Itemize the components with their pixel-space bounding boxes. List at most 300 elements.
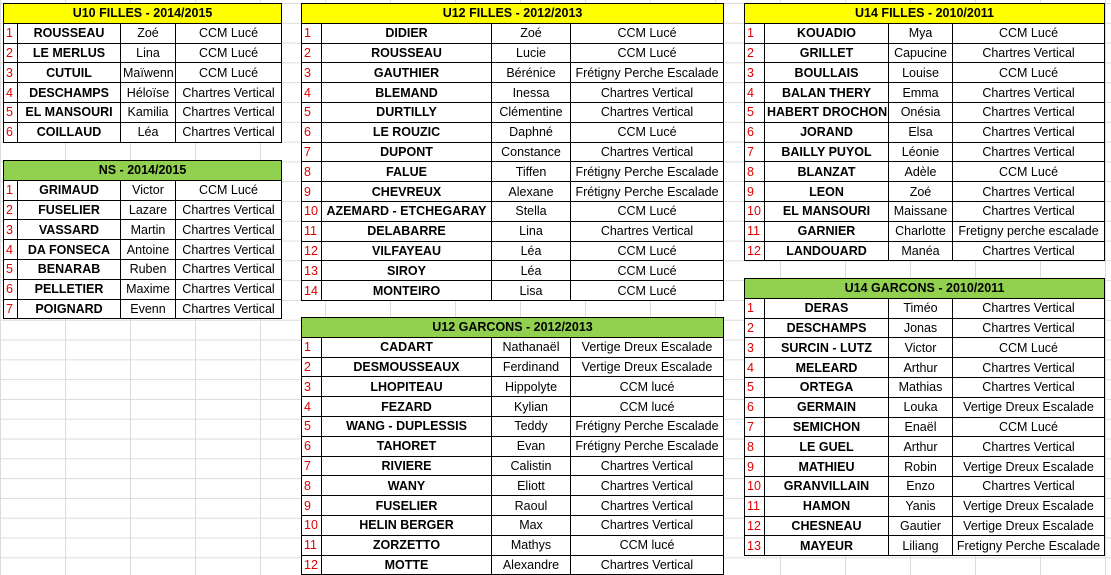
- lastname-cell[interactable]: DUPONT: [322, 142, 492, 162]
- lastname-cell[interactable]: FEZARD: [322, 397, 492, 417]
- club-cell[interactable]: Chartres Vertical: [953, 201, 1105, 221]
- firstname-cell[interactable]: Ferdinand: [492, 357, 571, 377]
- table-header-row: [4, 4, 282, 24]
- rank-cell[interactable]: 4: [302, 397, 322, 417]
- club-cell[interactable]: Chartres Vertical: [953, 377, 1105, 397]
- table-header-row: [4, 161, 282, 181]
- firstname-cell[interactable]: Zoé: [121, 23, 176, 43]
- firstname-cell[interactable]: Constance: [492, 142, 571, 162]
- club-cell[interactable]: Chartres Vertical: [953, 43, 1105, 63]
- firstname-cell[interactable]: Lisa: [492, 281, 571, 301]
- rank-cell[interactable]: 2: [302, 43, 322, 63]
- table-row: [745, 437, 1105, 457]
- club-cell[interactable]: CCM Lucé: [571, 43, 724, 63]
- rank-cell[interactable]: 11: [302, 535, 322, 555]
- rank-cell[interactable]: 12: [745, 516, 765, 536]
- club-cell[interactable]: Fretigny Perche Escalade: [953, 536, 1105, 556]
- lastname-cell[interactable]: EL MANSOURI: [765, 201, 889, 221]
- lastname-cell[interactable]: POIGNARD: [18, 299, 121, 319]
- rank-cell[interactable]: 1: [302, 23, 322, 43]
- lastname-cell[interactable]: LE MERLUS: [18, 43, 121, 63]
- firstname-cell[interactable]: Calistin: [492, 456, 571, 476]
- firstname-cell[interactable]: Victor: [889, 338, 953, 358]
- firstname-cell[interactable]: Enaël: [889, 417, 953, 437]
- firstname-cell[interactable]: Elsa: [889, 122, 953, 142]
- lastname-cell[interactable]: BLANZAT: [765, 162, 889, 182]
- lastname-cell[interactable]: DESMOUSSEAUX: [322, 357, 492, 377]
- rank-cell[interactable]: 8: [302, 162, 322, 182]
- rank-cell[interactable]: 7: [745, 142, 765, 162]
- lastname-cell[interactable]: DESCHAMPS: [18, 83, 121, 103]
- rank-cell[interactable]: 6: [4, 122, 18, 142]
- rank-cell[interactable]: 9: [302, 496, 322, 516]
- club-cell[interactable]: Chartres Vertical: [953, 318, 1105, 338]
- club-cell[interactable]: Chartres Vertical: [571, 456, 724, 476]
- rank-cell[interactable]: 6: [4, 279, 18, 299]
- lastname-cell[interactable]: AZEMARD - ETCHEGARAY: [322, 201, 492, 221]
- lastname-cell[interactable]: DERAS: [765, 298, 889, 318]
- rank-cell[interactable]: 8: [745, 162, 765, 182]
- firstname-cell[interactable]: Raoul: [492, 496, 571, 516]
- club-cell[interactable]: CCM Lucé: [953, 417, 1105, 437]
- club-cell[interactable]: Chartres Vertical: [571, 515, 724, 535]
- firstname-cell[interactable]: Lina: [121, 43, 176, 63]
- club-cell[interactable]: Fretigny perche escalade: [953, 221, 1105, 241]
- club-cell[interactable]: Chartres Vertical: [571, 102, 724, 122]
- firstname-cell[interactable]: Charlotte: [889, 221, 953, 241]
- club-cell[interactable]: CCM lucé: [571, 535, 724, 555]
- lastname-cell[interactable]: ORTEGA: [765, 377, 889, 397]
- table-row: [302, 496, 724, 516]
- club-cell[interactable]: Chartres Vertical: [176, 240, 282, 260]
- firstname-cell[interactable]: Kylian: [492, 397, 571, 417]
- table-row: [302, 102, 724, 122]
- table-row: [745, 83, 1105, 103]
- rank-cell[interactable]: 1: [745, 23, 765, 43]
- club-cell[interactable]: Frétigny Perche Escalade: [571, 436, 724, 456]
- firstname-cell[interactable]: Zoé: [889, 182, 953, 202]
- table-title[interactable]: U12 GARCONS - 2012/2013: [302, 318, 724, 338]
- club-cell[interactable]: CCM Lucé: [953, 23, 1105, 43]
- table-row: [302, 83, 724, 103]
- lastname-cell[interactable]: RIVIERE: [322, 456, 492, 476]
- u10-garcons-table: [3, 160, 282, 319]
- table-title[interactable]: NS - 2014/2015: [4, 161, 282, 181]
- lastname-cell[interactable]: SEMICHON: [765, 417, 889, 437]
- club-cell[interactable]: Chartres Vertical: [953, 122, 1105, 142]
- u12-filles-table: [301, 3, 724, 301]
- lastname-cell[interactable]: DURTILLY: [322, 102, 492, 122]
- club-cell[interactable]: Chartres Vertical: [571, 221, 724, 241]
- rank-cell[interactable]: 4: [4, 83, 18, 103]
- club-cell[interactable]: Frétigny Perche Escalade: [571, 63, 724, 83]
- lastname-cell[interactable]: EL MANSOURI: [18, 102, 121, 122]
- lastname-cell[interactable]: WANY: [322, 476, 492, 496]
- rank-cell[interactable]: 11: [745, 221, 765, 241]
- lastname-cell[interactable]: LE ROUZIC: [322, 122, 492, 142]
- lastname-cell[interactable]: MATHIEU: [765, 457, 889, 477]
- rank-cell[interactable]: 10: [745, 201, 765, 221]
- lastname-cell[interactable]: COILLAUD: [18, 122, 121, 142]
- lastname-cell[interactable]: CHEVREUX: [322, 182, 492, 202]
- club-cell[interactable]: CCM Lucé: [176, 180, 282, 200]
- rank-cell[interactable]: 12: [302, 241, 322, 261]
- lastname-cell[interactable]: LANDOUARD: [765, 241, 889, 261]
- rank-cell[interactable]: 2: [745, 318, 765, 338]
- club-cell[interactable]: CCM Lucé: [953, 162, 1105, 182]
- rank-cell[interactable]: 4: [745, 83, 765, 103]
- rank-cell[interactable]: 1: [745, 298, 765, 318]
- table-row: [745, 162, 1105, 182]
- table-title[interactable]: U10 FILLES - 2014/2015: [4, 4, 282, 24]
- rank-cell[interactable]: 3: [302, 63, 322, 83]
- table-row: [302, 416, 724, 436]
- rank-cell[interactable]: 7: [4, 299, 18, 319]
- firstname-cell[interactable]: Evenn: [121, 299, 176, 319]
- club-cell[interactable]: Chartres Vertical: [953, 437, 1105, 457]
- rank-cell[interactable]: 3: [4, 63, 18, 83]
- firstname-cell[interactable]: Mathys: [492, 535, 571, 555]
- lastname-cell[interactable]: SIROY: [322, 261, 492, 281]
- rank-cell[interactable]: 9: [745, 182, 765, 202]
- table-row: [745, 536, 1105, 556]
- lastname-cell[interactable]: DIDIER: [322, 23, 492, 43]
- club-cell[interactable]: Chartres Vertical: [176, 122, 282, 142]
- rank-cell[interactable]: 4: [302, 83, 322, 103]
- lastname-cell[interactable]: MOTTE: [322, 555, 492, 575]
- club-cell[interactable]: Chartres Vertical: [571, 555, 724, 575]
- rank-cell[interactable]: 12: [302, 555, 322, 575]
- club-cell[interactable]: Chartres Vertical: [176, 102, 282, 122]
- firstname-cell[interactable]: Mya: [889, 23, 953, 43]
- lastname-cell[interactable]: LE GUEL: [765, 437, 889, 457]
- lastname-cell[interactable]: LHOPITEAU: [322, 377, 492, 397]
- lastname-cell[interactable]: MELEARD: [765, 358, 889, 378]
- firstname-cell[interactable]: Alexandre: [492, 555, 571, 575]
- club-cell[interactable]: Chartres Vertical: [571, 83, 724, 103]
- lastname-cell[interactable]: GAUTHIER: [322, 63, 492, 83]
- firstname-cell[interactable]: Tiffen: [492, 162, 571, 182]
- table-row: [302, 122, 724, 142]
- firstname-cell[interactable]: Capucine: [889, 43, 953, 63]
- rank-cell[interactable]: 12: [745, 241, 765, 261]
- table-row: [302, 377, 724, 397]
- rank-cell[interactable]: 2: [4, 43, 18, 63]
- rank-cell[interactable]: 5: [745, 377, 765, 397]
- table-row: [302, 63, 724, 83]
- lastname-cell[interactable]: CUTUIL: [18, 63, 121, 83]
- firstname-cell[interactable]: Enzo: [889, 476, 953, 496]
- firstname-cell[interactable]: Lina: [492, 221, 571, 241]
- table-row: [745, 318, 1105, 338]
- lastname-cell[interactable]: PELLETIER: [18, 279, 121, 299]
- club-cell[interactable]: Vertige Dreux Escalade: [571, 357, 724, 377]
- firstname-cell[interactable]: Clémentine: [492, 102, 571, 122]
- club-cell[interactable]: CCM Lucé: [953, 63, 1105, 83]
- firstname-cell[interactable]: Louka: [889, 397, 953, 417]
- lastname-cell[interactable]: DELABARRE: [322, 221, 492, 241]
- club-cell[interactable]: CCM Lucé: [176, 43, 282, 63]
- rank-cell[interactable]: 3: [745, 338, 765, 358]
- lastname-cell[interactable]: ROUSSEAU: [18, 23, 121, 43]
- firstname-cell[interactable]: Ruben: [121, 259, 176, 279]
- lastname-cell[interactable]: KOUADIO: [765, 23, 889, 43]
- rank-cell[interactable]: 7: [302, 456, 322, 476]
- table-title[interactable]: U14 FILLES - 2010/2011: [745, 4, 1105, 24]
- rank-cell[interactable]: 13: [302, 261, 322, 281]
- club-cell[interactable]: CCM Lucé: [571, 23, 724, 43]
- club-cell[interactable]: Chartres Vertical: [176, 220, 282, 240]
- club-cell[interactable]: CCM Lucé: [571, 241, 724, 261]
- lastname-cell[interactable]: HAMON: [765, 496, 889, 516]
- lastname-cell[interactable]: FUSELIER: [18, 200, 121, 220]
- firstname-cell[interactable]: Arthur: [889, 358, 953, 378]
- club-cell[interactable]: Chartres Vertical: [953, 142, 1105, 162]
- rank-cell[interactable]: 11: [745, 496, 765, 516]
- rank-cell[interactable]: 10: [302, 201, 322, 221]
- lastname-cell[interactable]: CHESNEAU: [765, 516, 889, 536]
- club-cell[interactable]: Vertige Dreux Escalade: [953, 457, 1105, 477]
- lastname-cell[interactable]: WANG - DUPLESSIS: [322, 416, 492, 436]
- club-cell[interactable]: CCM Lucé: [571, 201, 724, 221]
- firstname-cell[interactable]: Lazare: [121, 200, 176, 220]
- firstname-cell[interactable]: Emma: [889, 83, 953, 103]
- lastname-cell[interactable]: TAHORET: [322, 436, 492, 456]
- firstname-cell[interactable]: Léa: [492, 261, 571, 281]
- firstname-cell[interactable]: Robin: [889, 457, 953, 477]
- table-row: [302, 201, 724, 221]
- table-row: [4, 63, 282, 83]
- rank-cell[interactable]: 7: [302, 142, 322, 162]
- table-title[interactable]: U14 GARCONS - 2010/2011: [745, 279, 1105, 299]
- lastname-cell[interactable]: BAILLY PUYOL: [765, 142, 889, 162]
- club-cell[interactable]: CCM Lucé: [176, 63, 282, 83]
- firstname-cell[interactable]: Héloïse: [121, 83, 176, 103]
- club-cell[interactable]: CCM Lucé: [953, 338, 1105, 358]
- lastname-cell[interactable]: DA FONSECA: [18, 240, 121, 260]
- firstname-cell[interactable]: Gautier: [889, 516, 953, 536]
- table-row: [302, 476, 724, 496]
- table-row: [745, 182, 1105, 202]
- firstname-cell[interactable]: Adèle: [889, 162, 953, 182]
- firstname-cell[interactable]: Alexane: [492, 182, 571, 202]
- firstname-cell[interactable]: Jonas: [889, 318, 953, 338]
- lastname-cell[interactable]: FUSELIER: [322, 496, 492, 516]
- club-cell[interactable]: Frétigny Perche Escalade: [571, 182, 724, 202]
- rank-cell[interactable]: 13: [745, 536, 765, 556]
- lastname-cell[interactable]: GRILLET: [765, 43, 889, 63]
- firstname-cell[interactable]: Teddy: [492, 416, 571, 436]
- rank-cell[interactable]: 4: [745, 358, 765, 378]
- club-cell[interactable]: Chartres Vertical: [176, 200, 282, 220]
- table-row: [302, 241, 724, 261]
- rank-cell[interactable]: 6: [745, 397, 765, 417]
- firstname-cell[interactable]: Eliott: [492, 476, 571, 496]
- firstname-cell[interactable]: Mathias: [889, 377, 953, 397]
- rank-cell[interactable]: 5: [302, 102, 322, 122]
- rank-cell[interactable]: 3: [4, 220, 18, 240]
- firstname-cell[interactable]: Nathanaël: [492, 337, 571, 357]
- lastname-cell[interactable]: VILFAYEAU: [322, 241, 492, 261]
- club-cell[interactable]: Chartres Vertical: [953, 298, 1105, 318]
- firstname-cell[interactable]: Manéa: [889, 241, 953, 261]
- firstname-cell[interactable]: Lucie: [492, 43, 571, 63]
- firstname-cell[interactable]: Hippolyte: [492, 377, 571, 397]
- rank-cell[interactable]: 10: [302, 515, 322, 535]
- rank-cell[interactable]: 2: [302, 357, 322, 377]
- rank-cell[interactable]: 4: [4, 240, 18, 260]
- club-cell[interactable]: Chartres Vertical: [176, 83, 282, 103]
- club-cell[interactable]: Vertige Dreux Escalade: [953, 516, 1105, 536]
- rank-cell[interactable]: 5: [4, 259, 18, 279]
- rank-cell[interactable]: 9: [302, 182, 322, 202]
- table-row: [302, 555, 724, 575]
- lastname-cell[interactable]: LEON: [765, 182, 889, 202]
- club-cell[interactable]: Chartres Vertical: [176, 279, 282, 299]
- rank-cell[interactable]: 6: [302, 436, 322, 456]
- firstname-cell[interactable]: Martin: [121, 220, 176, 240]
- firstname-cell[interactable]: Inessa: [492, 83, 571, 103]
- club-cell[interactable]: Frétigny Perche Escalade: [571, 416, 724, 436]
- firstname-cell[interactable]: Daphné: [492, 122, 571, 142]
- club-cell[interactable]: CCM Lucé: [571, 122, 724, 142]
- rank-cell[interactable]: 11: [302, 221, 322, 241]
- rank-cell[interactable]: 2: [745, 43, 765, 63]
- firstname-cell[interactable]: Maïwenn: [121, 63, 176, 83]
- firstname-cell[interactable]: Maxime: [121, 279, 176, 299]
- table-row: [4, 200, 282, 220]
- club-cell[interactable]: Chartres Vertical: [953, 358, 1105, 378]
- firstname-cell[interactable]: Louise: [889, 63, 953, 83]
- lastname-cell[interactable]: BALAN THERY: [765, 83, 889, 103]
- table-row: [4, 83, 282, 103]
- lastname-cell[interactable]: SURCIN - LUTZ: [765, 338, 889, 358]
- rank-cell[interactable]: 6: [302, 122, 322, 142]
- club-cell[interactable]: Chartres Vertical: [953, 102, 1105, 122]
- rank-cell[interactable]: 6: [745, 122, 765, 142]
- lastname-cell[interactable]: VASSARD: [18, 220, 121, 240]
- firstname-cell[interactable]: Yanis: [889, 496, 953, 516]
- firstname-cell[interactable]: Bérénice: [492, 63, 571, 83]
- club-cell[interactable]: Vertige Dreux Escalade: [953, 496, 1105, 516]
- lastname-cell[interactable]: GRANVILLAIN: [765, 476, 889, 496]
- firstname-cell[interactable]: Kamilia: [121, 102, 176, 122]
- table-title[interactable]: U12 FILLES - 2012/2013: [302, 4, 724, 24]
- rank-cell[interactable]: 14: [302, 281, 322, 301]
- u12-garcons-table: [301, 317, 724, 575]
- table-row: [302, 281, 724, 301]
- club-cell[interactable]: CCM Lucé: [571, 281, 724, 301]
- table-row: [745, 417, 1105, 437]
- lastname-cell[interactable]: HELIN BERGER: [322, 515, 492, 535]
- lastname-cell[interactable]: MAYEUR: [765, 536, 889, 556]
- rank-cell[interactable]: 3: [745, 63, 765, 83]
- rank-cell[interactable]: 7: [745, 417, 765, 437]
- rank-cell[interactable]: 8: [302, 476, 322, 496]
- rank-cell[interactable]: 9: [745, 457, 765, 477]
- lastname-cell[interactable]: GARNIER: [765, 221, 889, 241]
- rank-cell[interactable]: 1: [4, 23, 18, 43]
- rank-cell[interactable]: 10: [745, 476, 765, 496]
- firstname-cell[interactable]: Evan: [492, 436, 571, 456]
- lastname-cell[interactable]: GRIMAUD: [18, 180, 121, 200]
- club-cell[interactable]: CCM Lucé: [571, 261, 724, 281]
- lastname-cell[interactable]: GERMAIN: [765, 397, 889, 417]
- table-row: [302, 436, 724, 456]
- lastname-cell[interactable]: ZORZETTO: [322, 535, 492, 555]
- table-row: [302, 182, 724, 202]
- rank-cell[interactable]: 1: [302, 337, 322, 357]
- club-cell[interactable]: Frétigny Perche Escalade: [571, 162, 724, 182]
- table-row: [745, 358, 1105, 378]
- rank-cell[interactable]: 5: [745, 102, 765, 122]
- club-cell[interactable]: Chartres Vertical: [176, 259, 282, 279]
- rank-cell[interactable]: 8: [745, 437, 765, 457]
- club-cell[interactable]: CCM lucé: [571, 377, 724, 397]
- table-row: [4, 279, 282, 299]
- rank-cell[interactable]: 3: [302, 377, 322, 397]
- rank-cell[interactable]: 1: [4, 180, 18, 200]
- firstname-cell[interactable]: Maissane: [889, 201, 953, 221]
- firstname-cell[interactable]: Zoé: [492, 23, 571, 43]
- club-cell[interactable]: CCM Lucé: [176, 23, 282, 43]
- lastname-cell[interactable]: BENARAB: [18, 259, 121, 279]
- lastname-cell[interactable]: BLEMAND: [322, 83, 492, 103]
- club-cell[interactable]: Vertige Dreux Escalade: [571, 337, 724, 357]
- club-cell[interactable]: Chartres Vertical: [571, 496, 724, 516]
- firstname-cell[interactable]: Stella: [492, 201, 571, 221]
- u14-filles-table: [744, 3, 1105, 261]
- firstname-cell[interactable]: Léa: [492, 241, 571, 261]
- firstname-cell[interactable]: Antoine: [121, 240, 176, 260]
- firstname-cell[interactable]: Victor: [121, 180, 176, 200]
- table-row: [302, 23, 724, 43]
- lastname-cell[interactable]: HABERT DROCHON: [765, 102, 889, 122]
- firstname-cell[interactable]: Arthur: [889, 437, 953, 457]
- club-cell[interactable]: Chartres Vertical: [571, 476, 724, 496]
- firstname-cell[interactable]: Max: [492, 515, 571, 535]
- club-cell[interactable]: Chartres Vertical: [176, 299, 282, 319]
- firstname-cell[interactable]: Léa: [121, 122, 176, 142]
- table-row: [745, 241, 1105, 261]
- club-cell[interactable]: CCM lucé: [571, 397, 724, 417]
- rank-cell[interactable]: 5: [302, 416, 322, 436]
- lastname-cell[interactable]: ROUSSEAU: [322, 43, 492, 63]
- club-cell[interactable]: Chartres Vertical: [953, 476, 1105, 496]
- lastname-cell[interactable]: DESCHAMPS: [765, 318, 889, 338]
- club-cell[interactable]: Chartres Vertical: [953, 182, 1105, 202]
- table-row: [302, 535, 724, 555]
- firstname-cell[interactable]: Onésia: [889, 102, 953, 122]
- club-cell[interactable]: Chartres Vertical: [953, 241, 1105, 261]
- lastname-cell[interactable]: CADART: [322, 337, 492, 357]
- lastname-cell[interactable]: FALUE: [322, 162, 492, 182]
- table-row: [745, 63, 1105, 83]
- rank-cell[interactable]: 5: [4, 102, 18, 122]
- rank-cell[interactable]: 2: [4, 200, 18, 220]
- club-cell[interactable]: Chartres Vertical: [953, 83, 1105, 103]
- club-cell[interactable]: Chartres Vertical: [571, 142, 724, 162]
- club-cell[interactable]: Vertige Dreux Escalade: [953, 397, 1105, 417]
- firstname-cell[interactable]: Liliang: [889, 536, 953, 556]
- lastname-cell[interactable]: JORAND: [765, 122, 889, 142]
- lastname-cell[interactable]: MONTEIRO: [322, 281, 492, 301]
- lastname-cell[interactable]: BOULLAIS: [765, 63, 889, 83]
- table-row: [745, 102, 1105, 122]
- firstname-cell[interactable]: Léonie: [889, 142, 953, 162]
- table-row: [302, 142, 724, 162]
- firstname-cell[interactable]: Timéo: [889, 298, 953, 318]
